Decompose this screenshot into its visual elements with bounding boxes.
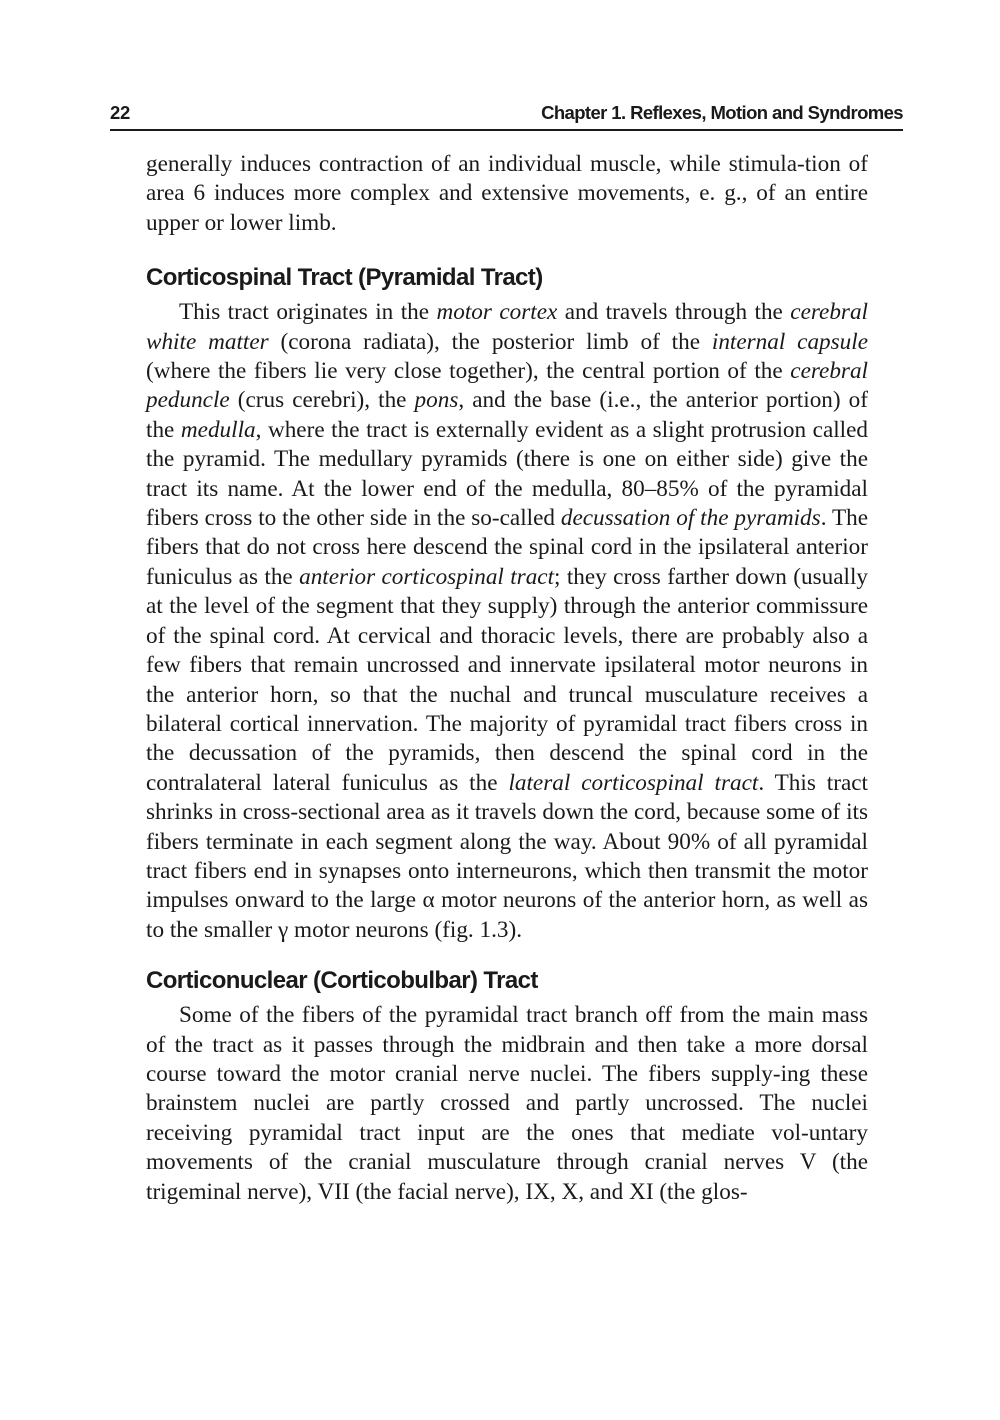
- section-heading-corticonuclear: Corticonuclear (Corticobulbar) Tract: [146, 967, 538, 995]
- text-run: This tract originates in the: [179, 299, 437, 326]
- corticonuclear-paragraph: Some of the fibers of the pyramidal tract branch off from the main mass of the tract as it passes through the midbrain and then take a more dorsal course toward the motor cranial nerve nuclei. The fibers supply-ing these brainstem nuclei are partly crossed and partly uncrossed. The nuclei receiving pyramidal tract input are the ones that mediate vol-untary movements of the cranial musculature through cranial nerves V (the trigeminal nerve), VII (the facial nerve), IX, X, and XI (the glos-: [146, 1002, 868, 1205]
- page-number: 22: [110, 102, 130, 123]
- term-decussation-of-the-pyramids: decussation of the pyramids: [560, 505, 821, 532]
- term-internal-capsule: internal capsule: [711, 328, 868, 355]
- section-heading-corticospinal: Corticospinal Tract (Pyramidal Tract): [146, 264, 543, 292]
- term-cerebral-peduncle: cerebral peduncle: [146, 358, 868, 414]
- page-body: [146, 150, 868, 1207]
- chapter-title: Chapter 1. Reflexes, Motion and Syndromes: [541, 102, 903, 123]
- text-run: ; they cross farther down (usually at the level of the segment that they supply) through the anterior commissure of the spinal cord. At cervical and thoracic levels, there are probably also a few fibers that remain uncrossed and innervate ipsilateral motor neurons in the anterior horn, so that the nuchal and truncal musculature receives a bilateral cortical innervation. The majority of pyramidal tract fibers cross in the decussation of the pyramids, then descend the spinal cord in the contralateral lateral funiculus as the: [146, 563, 868, 796]
- text-run: (corona radiata), the posterior limb of the: [268, 328, 712, 355]
- term-lateral-corticospinal-tract: lateral corticospinal tract: [508, 769, 759, 796]
- term-medulla: medulla: [180, 416, 256, 443]
- text-run: (crus cerebri), the: [229, 387, 415, 414]
- term-cerebral-white-matter: cerebral white matter: [146, 299, 868, 355]
- text-run: , where the tract is externally evident as a slight protrusion called the pyramid. The medullary pyramids (there is one on either side) give the tract its name. At the lower end of the medulla, 80–85% of the pyramidal fibers cross to the other side in the so-called: [146, 416, 869, 532]
- text-run: . The fibers that do not cross here descend the spinal cord in the ipsilateral anterior funiculus as the: [146, 505, 869, 590]
- term-motor-cortex: motor cortex: [436, 299, 558, 326]
- intro-paragraph: generally induces contraction of an individual muscle, while stimula-tion of area 6 induces more complex and extensive movements, e. g., of an entire upper or lower limb.: [146, 151, 868, 236]
- text-run: , and the base (i.e., the anterior portion) of the: [146, 387, 868, 443]
- running-head: [110, 99, 903, 131]
- text-run: . This tract shrinks in cross-sectional area as it travels down the cord, because some of its fibers terminate in each segment along the way. About 90% of all pyramidal tract fibers end in synapses onto interneurons, which then transmit the motor impulses onward to the large α motor neurons of the anterior horn, as well as to the smaller γ motor neurons (fig. 1.3).: [146, 769, 868, 943]
- text-run: (where the fibers lie very close together), the central portion of the: [146, 358, 791, 385]
- term-pons: pons: [414, 387, 459, 414]
- term-anterior-corticospinal-tract: anterior corticospinal tract: [299, 563, 555, 590]
- text-run: and travels through the: [557, 299, 791, 326]
- corticospinal-paragraph: [146, 298, 868, 945]
